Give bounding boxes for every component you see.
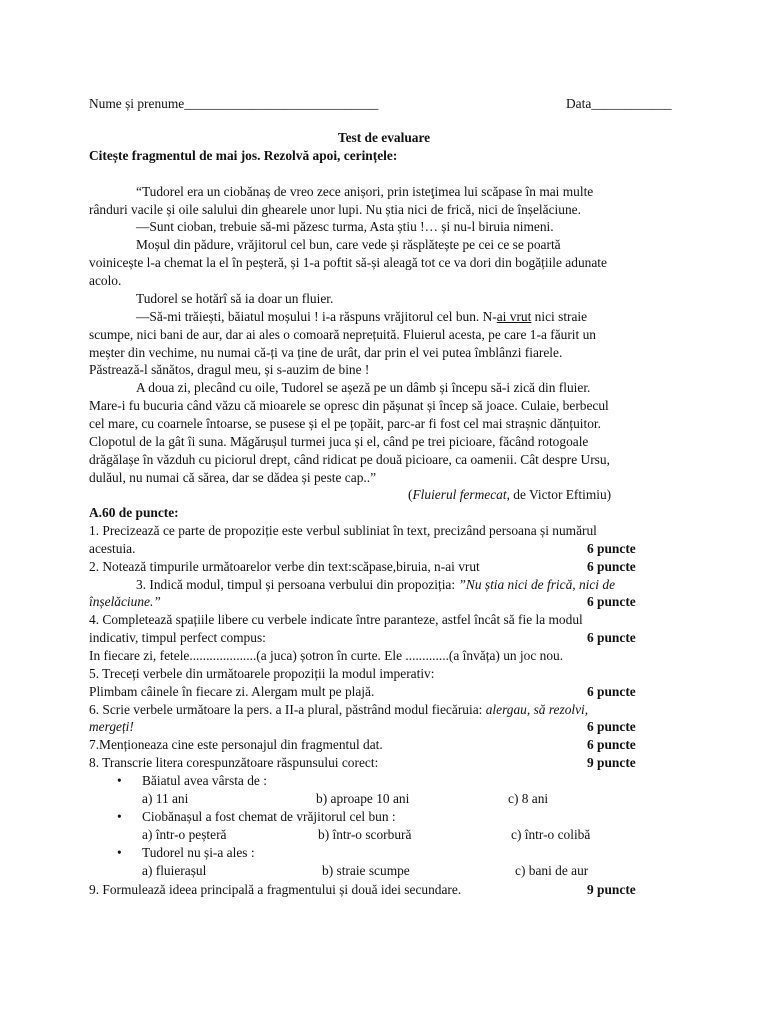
question-9: 9. Formulează ideea principală a fragmentului și două idei secundare. bbox=[89, 882, 462, 897]
q8-option-b: b) straie scumpe bbox=[322, 863, 410, 878]
passage-line: cel mare, cu coarnele întoarse, se pusese și el pe țopăit, parc-ar fi fost cel mai strașnic dănțuitor. bbox=[89, 416, 601, 431]
name-blank: _____________________________ bbox=[184, 96, 379, 111]
question-1-cont: acestuia. bbox=[89, 541, 136, 556]
q8-item-prompt: Băiatul avea vârsta de : bbox=[142, 773, 267, 788]
instruction: Citește fragmentul de mai jos. Rezolvă apoi, cerințele: bbox=[89, 148, 398, 163]
points-label: 6 puncte bbox=[587, 630, 636, 645]
passage-line: Mare-i fu bucuria când văzu că mioarele se opresc din pășunat și încep să joace. Culaie, berbecul bbox=[89, 398, 609, 413]
passage-line: Păstrează-l sănătos, dragul meu, și s-auzim de bine ! bbox=[89, 362, 370, 377]
passage-line: drăgălașe în văzduh cu piciorul drept, când ridicat pe două picioare, ca oamenii. Cât despre Ursu, bbox=[89, 452, 610, 467]
passage-line: meșter din vechime, nu numai că-ți va ține de urât, dar prin el vei putea îmblânzi fiarele. bbox=[89, 345, 563, 360]
question-4-cont: indicativ, timpul perfect compus: bbox=[89, 630, 266, 645]
question-6: 6. Scrie verbele următoare la pers. a II-a plural, păstrând modul fiecăruia: alergau, să rezolvi, bbox=[89, 702, 589, 717]
bullet: • bbox=[117, 845, 122, 860]
q8-item-prompt: Ciobănașul a fost chemat de vrăjitorul cel bun : bbox=[142, 809, 396, 824]
name-field bbox=[89, 95, 378, 113]
points-label: 6 puncte bbox=[587, 684, 636, 699]
points-label: 9 puncte bbox=[587, 882, 636, 897]
passage-line: —Sunt cioban, trebuie să-mi păzesc turma, Asta știu !… și nu-l biruia nimeni. bbox=[136, 219, 554, 234]
q8-option-c: c) bani de aur bbox=[515, 863, 589, 878]
section-heading: A.60 de puncte: bbox=[89, 505, 179, 520]
points-label: 6 puncte bbox=[587, 541, 636, 556]
q8-option-c: c) 8 ani bbox=[508, 791, 549, 806]
question-3: 3. Indică modul, timpul și persoana verbului din propoziția: ”Nu știa nici de frică, nici de bbox=[136, 577, 616, 592]
bullet: • bbox=[117, 809, 122, 824]
question-5: 5. Treceți verbele din următoarele propoziții la modul imperativ: bbox=[89, 666, 435, 681]
q8-item-prompt: Tudorel nu și-a ales : bbox=[142, 845, 255, 860]
points-label: 9 puncte bbox=[587, 755, 636, 770]
question-4-exercise: In fiecare zi, fetele....................(a juca) șotron în curte. Ele .............(a învăța) un joc nou. bbox=[89, 648, 564, 663]
q8-option-b: b) aproape 10 ani bbox=[316, 791, 410, 806]
passage-line: A doua zi, plecând cu oile, Tudorel se așeză pe un dâmb și începu să-i zică din fluier. bbox=[136, 380, 591, 395]
question-6-cont: mergeți! bbox=[89, 719, 134, 734]
points-label: 6 puncte bbox=[587, 559, 636, 574]
passage-line: Moșul din pădure, vrăjitorul cel bun, care vede și răsplătește pe cei ce se poartă bbox=[136, 237, 561, 252]
q8-option-a: a) fluierașul bbox=[142, 863, 207, 878]
passage-text: —Să-mi trăiești, băiatul moșului ! i-a răspuns vrăjitorul cel bun. N- bbox=[136, 309, 497, 324]
question-7: 7.Menționeaza cine este personajul din fragmentul dat. bbox=[89, 737, 383, 752]
passage-line: “Tudorel era un ciobănaș de vreo zece anișori, prin isteţimea lui scăpase în mai multe bbox=[136, 184, 594, 199]
question-5-exercise: Plimbam câinele în fiecare zi. Alergam mult pe plajă. bbox=[89, 684, 375, 699]
date-field bbox=[566, 95, 672, 113]
passage-line: rânduri vacile și oile salului din ghearele unor lupi. Nu știa nici de frică, nici de înșelăciune. bbox=[89, 202, 581, 217]
passage-line bbox=[136, 308, 649, 326]
points-label: 6 puncte bbox=[587, 719, 636, 734]
source-citation: (Fluierul fermecat, de Victor Eftimiu) bbox=[408, 487, 612, 502]
date-blank: ____________ bbox=[591, 96, 672, 111]
date-label: Data bbox=[566, 96, 592, 111]
question-2: 2. Notează timpurile următoarelor verbe din text:scăpase,biruia, n-ai vrut bbox=[89, 559, 480, 574]
question-4: 4. Completează spațiile libere cu verbele indicate între paranteze, astfel încât să fie la modul bbox=[89, 612, 583, 627]
passage-line: voinicește l-a chemat la el în peșteră, și 1-a poftit să-și aleagă tot ce va dori din bogățiile adunate bbox=[89, 255, 607, 270]
page-title: Test de evaluare bbox=[337, 130, 431, 145]
bullet: • bbox=[117, 773, 122, 788]
q8-option-c: c) într-o colibă bbox=[511, 827, 591, 842]
passage-line: Tudorel se hotărî să ia doar un fluier. bbox=[136, 291, 334, 306]
q8-option-a: a) într-o peșteră bbox=[142, 827, 227, 842]
name-label: Nume și prenume bbox=[89, 96, 185, 111]
passage-line: dulăul, nu numai că sărea, dar se dădea și peste cap..” bbox=[89, 470, 377, 485]
passage-line: scumpe, nici bani de aur, dar ai ales o comoară neprețuită. Fluierul acesta, pe care 1-a făurit un bbox=[89, 327, 596, 342]
underlined-verb: ai vrut bbox=[496, 309, 532, 324]
question-3-cont: înșelăciune.” bbox=[89, 594, 161, 609]
q8-option-b: b) într-o scorbură bbox=[318, 827, 412, 842]
passage-line: Clopotul de la gât îi suna. Măgărușul turmei juca și el, când pe trei picioare, făcând rotogoale bbox=[89, 434, 589, 449]
points-label: 6 puncte bbox=[587, 594, 636, 609]
question-8: 8. Transcrie litera corespunzătoare răspunsului corect: bbox=[89, 755, 379, 770]
q8-option-a: a) 11 ani bbox=[142, 791, 189, 806]
passage-line: acolo. bbox=[89, 273, 122, 288]
passage-text: nici straie bbox=[531, 309, 588, 324]
points-label: 6 puncte bbox=[587, 737, 636, 752]
question-1: 1. Precizează ce parte de propoziție este verbul subliniat în text, precizând persoana și numărul bbox=[89, 523, 597, 538]
source-title: Fluierul fermecat bbox=[412, 487, 507, 502]
